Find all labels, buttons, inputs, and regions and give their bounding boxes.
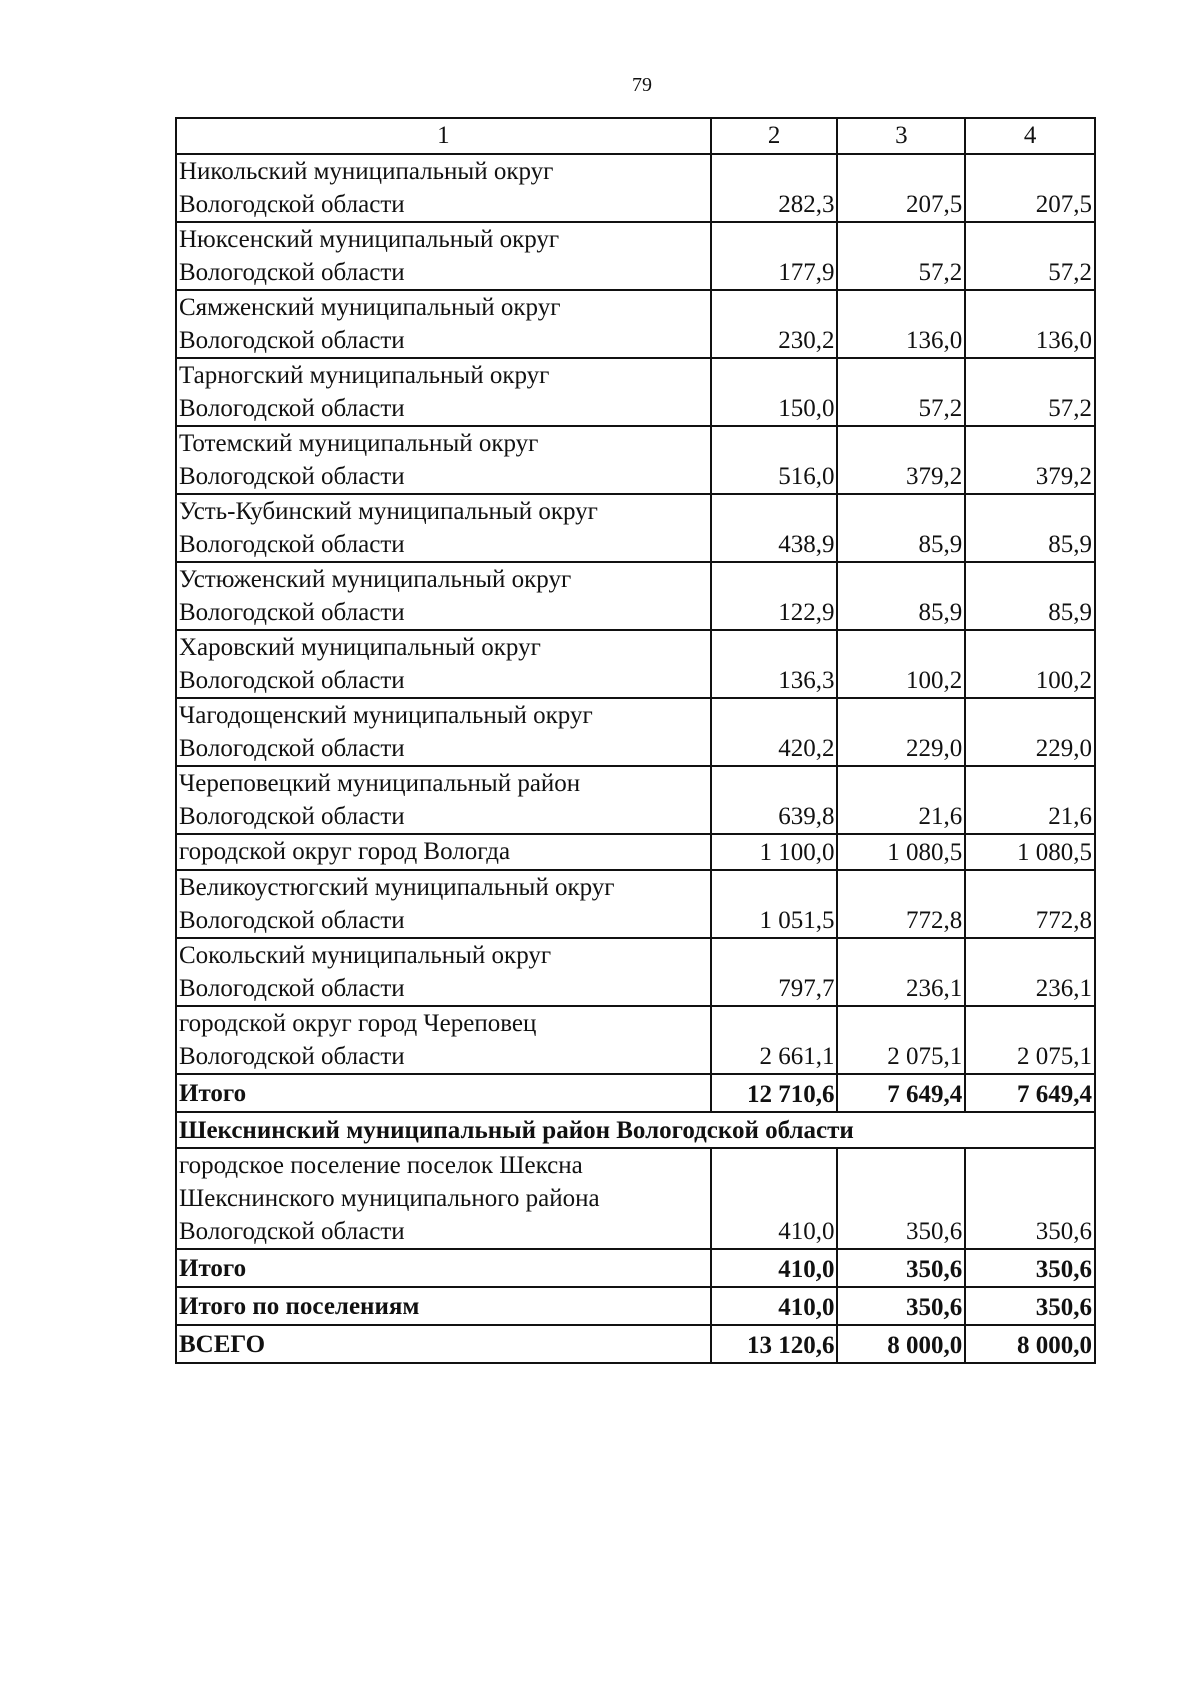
municipality-name-line: Вологодской области: [179, 667, 405, 694]
section-title: Шекснинский муниципальный район Вологодской области: [176, 1112, 1095, 1148]
value-cell-col-4: 229,0: [965, 698, 1095, 766]
municipality-name-cell: [176, 630, 711, 698]
total-row: [176, 1287, 1095, 1325]
value-cell-col-2: 420,2: [711, 698, 838, 766]
value-cell-col-4: 136,0: [965, 290, 1095, 358]
table-row: [176, 870, 1095, 938]
municipality-name-line: городской округ город Вологда: [179, 838, 511, 865]
municipality-name-cell: [176, 1006, 711, 1074]
table-row: [176, 938, 1095, 1006]
municipality-name-cell: [176, 290, 711, 358]
municipality-name-line: Тарногский муниципальный округ: [179, 362, 550, 389]
municipality-name-line: Вологодской области: [179, 463, 405, 490]
municipality-name-cell: [176, 870, 711, 938]
municipality-name-cell: [176, 154, 711, 222]
value-cell-col-4: 350,6: [965, 1287, 1095, 1325]
table-row: [176, 1148, 1095, 1249]
value-cell-col-4: 379,2: [965, 426, 1095, 494]
value-cell-col-2: 122,9: [711, 562, 838, 630]
value-cell-col-3: 85,9: [837, 494, 965, 562]
value-cell-col-4: 207,5: [965, 154, 1095, 222]
municipality-name-line: Никольский муниципальный округ: [179, 158, 554, 185]
value-cell-col-4: 350,6: [965, 1249, 1095, 1287]
value-cell-col-3: 772,8: [837, 870, 965, 938]
value-cell-col-4: 7 649,4: [965, 1074, 1095, 1112]
municipality-name-cell: [176, 1325, 711, 1363]
value-cell-col-3: 350,6: [837, 1249, 965, 1287]
total-row: [176, 1249, 1095, 1287]
municipality-name-line: Вологодской области: [179, 975, 405, 1002]
municipality-name-line: Вологодской области: [179, 1218, 405, 1245]
municipality-name-line: Шекснинского муниципального района: [179, 1185, 600, 1212]
value-cell-col-2: 410,0: [711, 1249, 838, 1287]
budget-table: [175, 117, 1096, 1364]
column-header-4: 4: [965, 118, 1095, 154]
value-cell-col-3: 57,2: [837, 358, 965, 426]
municipality-name-cell: [176, 494, 711, 562]
value-cell-col-4: 2 075,1: [965, 1006, 1095, 1074]
table-body: [176, 118, 1095, 1363]
municipality-name-line: Вологодской области: [179, 191, 405, 218]
municipality-name-cell: [176, 834, 711, 870]
value-cell-col-4: 57,2: [965, 358, 1095, 426]
total-row: [176, 1074, 1095, 1112]
value-cell-col-3: 136,0: [837, 290, 965, 358]
column-header-2: 2: [711, 118, 838, 154]
value-cell-col-3: 229,0: [837, 698, 965, 766]
column-header-1: 1: [176, 118, 711, 154]
value-cell-col-3: 350,6: [837, 1287, 965, 1325]
municipality-name-line: Сокольский муниципальный округ: [179, 942, 552, 969]
section-header-row: [176, 1112, 1095, 1148]
municipality-name-line: Итого: [179, 1080, 247, 1107]
table-row: [176, 154, 1095, 222]
value-cell-col-2: 177,9: [711, 222, 838, 290]
page-number: 79: [632, 74, 652, 96]
municipality-name-cell: [176, 1287, 711, 1325]
value-cell-col-4: 350,6: [965, 1148, 1095, 1249]
municipality-name-cell: [176, 766, 711, 834]
value-cell-col-3: 21,6: [837, 766, 965, 834]
municipality-name-line: Харовский муниципальный округ: [179, 634, 541, 661]
value-cell-col-4: 85,9: [965, 562, 1095, 630]
value-cell-col-3: 350,6: [837, 1148, 965, 1249]
table-row: [176, 290, 1095, 358]
table-row: [176, 358, 1095, 426]
municipality-name-cell: [176, 426, 711, 494]
municipality-name-cell: [176, 1249, 711, 1287]
municipality-name-line: Великоустюгский муниципальный округ: [179, 874, 615, 901]
value-cell-col-4: 100,2: [965, 630, 1095, 698]
municipality-name-line: Итого: [179, 1255, 247, 1282]
value-cell-col-3: 207,5: [837, 154, 965, 222]
value-cell-col-3: 236,1: [837, 938, 965, 1006]
table-row: [176, 494, 1095, 562]
table-row: [176, 562, 1095, 630]
municipality-name-line: Тотемский муниципальный округ: [179, 430, 539, 457]
value-cell-col-2: 12 710,6: [711, 1074, 838, 1112]
value-cell-col-2: 797,7: [711, 938, 838, 1006]
value-cell-col-4: 21,6: [965, 766, 1095, 834]
value-cell-col-2: 150,0: [711, 358, 838, 426]
table-row: [176, 698, 1095, 766]
municipality-name-line: Вологодской области: [179, 599, 405, 626]
municipality-name-line: Вологодской области: [179, 327, 405, 354]
value-cell-col-2: 1 100,0: [711, 834, 838, 870]
municipality-name-line: Усть-Кубинский муниципальный округ: [179, 498, 598, 525]
value-cell-col-2: 410,0: [711, 1287, 838, 1325]
table-row: [176, 766, 1095, 834]
table-row: [176, 1006, 1095, 1074]
value-cell-col-2: 410,0: [711, 1148, 838, 1249]
table-header-row: [176, 118, 1095, 154]
value-cell-col-3: 1 080,5: [837, 834, 965, 870]
municipality-name-line: Череповецкий муниципальный район: [179, 770, 581, 797]
municipality-name-cell: [176, 562, 711, 630]
value-cell-col-3: 100,2: [837, 630, 965, 698]
value-cell-col-2: 639,8: [711, 766, 838, 834]
municipality-name-line: Вологодской области: [179, 395, 405, 422]
municipality-name-line: Сямженский муниципальный округ: [179, 294, 561, 321]
municipality-name-line: Итого по поселениям: [179, 1293, 420, 1320]
total-row: [176, 1325, 1095, 1363]
value-cell-col-2: 13 120,6: [711, 1325, 838, 1363]
column-header-3: 3: [837, 118, 965, 154]
table-row: [176, 222, 1095, 290]
municipality-name-line: Устюженский муниципальный округ: [179, 566, 572, 593]
table-row: [176, 630, 1095, 698]
value-cell-col-4: 57,2: [965, 222, 1095, 290]
value-cell-col-2: 282,3: [711, 154, 838, 222]
value-cell-col-2: 136,3: [711, 630, 838, 698]
municipality-name-cell: [176, 358, 711, 426]
municipality-name-line: Вологодской области: [179, 1043, 405, 1070]
table-row: [176, 834, 1095, 870]
municipality-name-line: городской округ город Череповец: [179, 1010, 537, 1037]
value-cell-col-4: 8 000,0: [965, 1325, 1095, 1363]
municipality-name-line: Вологодской области: [179, 907, 405, 934]
value-cell-col-2: 1 051,5: [711, 870, 838, 938]
municipality-name-line: Вологодской области: [179, 803, 405, 830]
municipality-name-line: Нюксенский муниципальный округ: [179, 226, 560, 253]
municipality-name-line: Вологодской области: [179, 735, 405, 762]
value-cell-col-3: 8 000,0: [837, 1325, 965, 1363]
value-cell-col-2: 438,9: [711, 494, 838, 562]
value-cell-col-2: 516,0: [711, 426, 838, 494]
value-cell-col-4: 772,8: [965, 870, 1095, 938]
value-cell-col-2: 230,2: [711, 290, 838, 358]
value-cell-col-3: 7 649,4: [837, 1074, 965, 1112]
value-cell-col-3: 57,2: [837, 222, 965, 290]
municipality-name-line: ВСЕГО: [179, 1331, 266, 1358]
municipality-name-cell: [176, 1074, 711, 1112]
value-cell-col-3: 2 075,1: [837, 1006, 965, 1074]
municipality-name-line: Чагодощенский муниципальный округ: [179, 702, 593, 729]
value-cell-col-4: 85,9: [965, 494, 1095, 562]
municipality-name-cell: [176, 938, 711, 1006]
value-cell-col-2: 2 661,1: [711, 1006, 838, 1074]
table-row: [176, 426, 1095, 494]
municipality-name-cell: [176, 698, 711, 766]
municipality-name-cell: [176, 1148, 711, 1249]
municipality-name-cell: [176, 222, 711, 290]
municipality-name-line: Вологодской области: [179, 531, 405, 558]
municipality-name-line: городское поселение поселок Шексна: [179, 1152, 583, 1179]
value-cell-col-4: 1 080,5: [965, 834, 1095, 870]
municipality-name-line: Вологодской области: [179, 259, 405, 286]
value-cell-col-3: 85,9: [837, 562, 965, 630]
value-cell-col-3: 379,2: [837, 426, 965, 494]
value-cell-col-4: 236,1: [965, 938, 1095, 1006]
